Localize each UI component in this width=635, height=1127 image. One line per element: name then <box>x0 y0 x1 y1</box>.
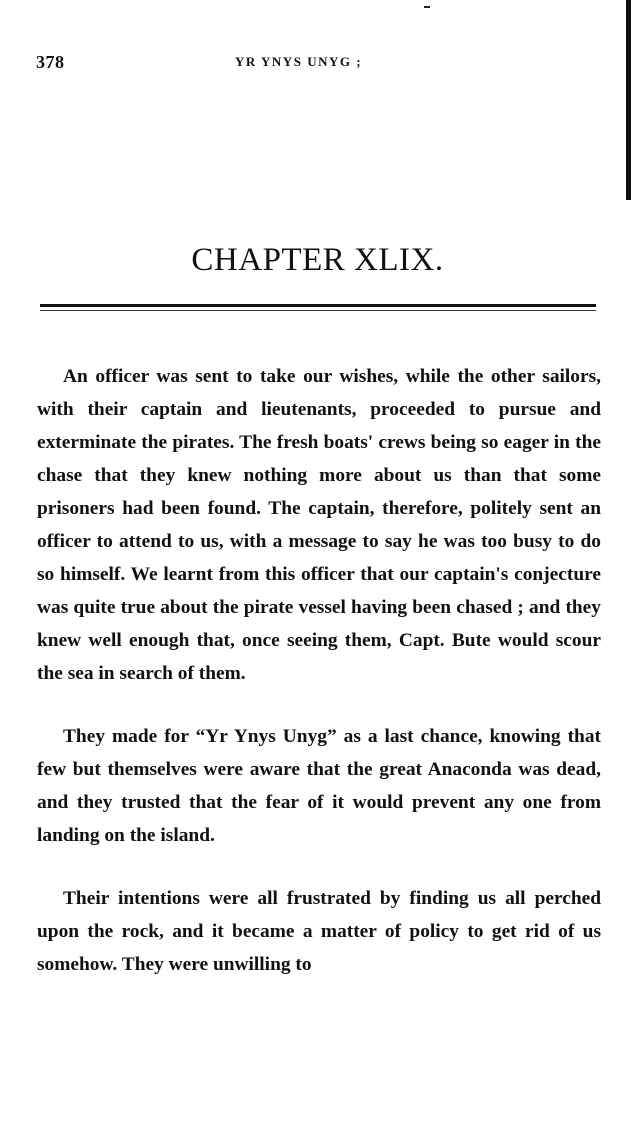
page-edge-shadow <box>626 0 631 200</box>
page-number: 378 <box>36 52 65 72</box>
paragraph: They made for “Yr Ynys Unyg” as a last chance, knowing that few but themselves were aware that the great Anaconda was dead, and they trusted that the fear of it would prevent any one from landing on the island. <box>37 726 601 846</box>
running-title: YR YNYS UNYG ; <box>235 54 363 69</box>
heading-rule-thick <box>40 304 596 307</box>
chapter-heading: CHAPTER XLIX. <box>191 242 444 279</box>
running-head <box>36 52 606 76</box>
chapter-body <box>37 360 601 1011</box>
paragraph: Their intentions were all frustrated by finding us all perched upon the rock, and it became a matter of policy to get rid of us somehow. They were unwilling to <box>37 888 601 975</box>
paragraph: An officer was sent to take our wishes, while the other sailors, with their captain and lieutenants, proceeded to pursue and exterminate the pirates. The fresh boats' crews being so eager in the chase that they knew nothing more about us than that some prisoners had been found. The captain, therefore, politely sent an officer to attend to us, with a message to say he was too busy to do so himself. We learnt from this officer that our captain's conjecture was quite true about the pirate vessel having been chased ; and they knew well enough that, once seeing them, Capt. Bute would scour the sea in search of them. <box>37 366 601 684</box>
heading-rule-thin <box>40 310 596 311</box>
print-speck <box>424 6 430 8</box>
